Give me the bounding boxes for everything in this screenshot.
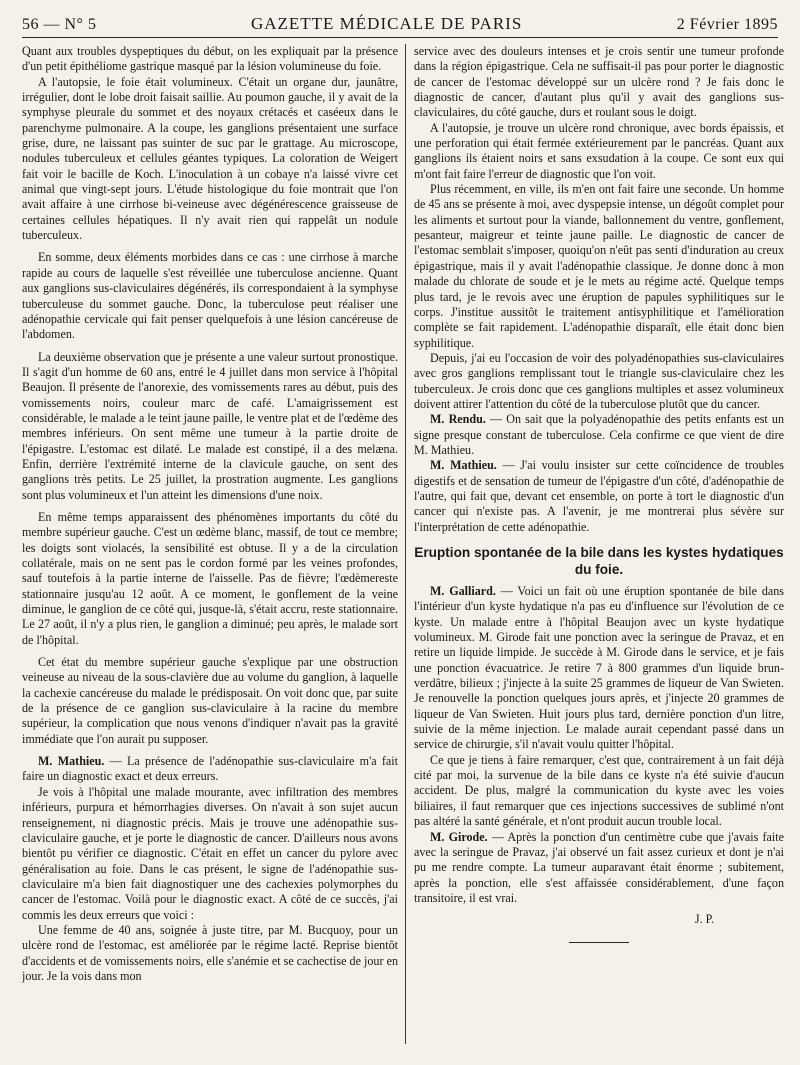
running-header [22,8,778,38]
paragraph [414,182,784,351]
paragraph [22,785,398,923]
paragraph-text: Plus récemment, en ville, ils m'en ont fait faire une seconde. Un homme de 45 ans se présente à moi, avec dyspepsie intense, un dégoût complet pour les aliments et surtout pour la viande, ballonnement du ventre, gonflement, pesanteur, maigreur et teinte jaune paille. Le diagnostic de cancer de l'estomac semblait s'imposer, quoiqu'on n'eût pas senti d'induration au creux épigastrique, mais il y avait l'adénopathie classique. Je donne donc à mon malade du chlorate de soude et je le mets au régime acté. Quelque temps plus tard, je le revois avec une éruption de papules syphilitiques sur le corps. J'institue aussitôt le traitement antisyphilitique et l'amélioration complète se fait rapidement. L'adénopathie disparaît, elle était donc bien syphilitique. [414,182,784,350]
paragraph [22,655,398,747]
paragraph-text: — Après la ponction d'un centimètre cube que j'avais faite avec la seringue de Pravaz, j'ai observé un fait assez curieux et dont je n'ai pu me rendre compte. La tumeur auparavant était énorme ; subitement, après la ponction, elle s'est affaissée considérablement, d'une façon transitoire, il est vrai. [414,829,784,905]
paragraph [22,250,398,342]
paragraph [414,753,784,830]
paragraph [22,510,398,648]
paragraph-text: La deuxième observation que je présente a une valeur surtout pronostique. Il s'agit d'un homme de 60 ans, entré le 4 juillet dans mon service à l'hôpital Beaujon. Il présente de l'anorexie, des vomissements rares au début, puis des vomissements noirs, couleur marc de café. L'amaigrissement est considérable, le malade a le teint jaune paille, le ventre plat et de l'œdème des membres inférieurs. On sent même une tumeur à la partie droite de l'épigastre. L'estomac est dilaté. Le malade est constipé, il a des melæna. Enfin, derrière l'extrémité interne de la clavicule gauche, on sent des ganglions très petits. Le 25 juillet, la prostration augmente. Les ganglions sont plus volumineux et l'un atteint les dimensions d'une noix. [22,349,398,502]
end-rule [569,942,629,943]
paragraph-text: Cet état du membre supérieur gauche s'explique par une obstruction veineuse au niveau de la sous-clavière due au volume du ganglion, à laquelle la cachexie cancéreuse du malade le prédisposait. On voit donc que, par suite de la présence de ce ganglion sus-claviculaire à la racine du membre supérieur, la complication que nous venons d'indiquer n'avait pas la gravité immédiate que l'on aurait pu supposer. [22,655,398,746]
paragraph [414,121,784,182]
paragraph [22,923,398,984]
paragraph [22,754,398,785]
paragraph [414,412,784,458]
speaker-name: M. Mathieu. [430,458,497,473]
paragraph [414,44,784,121]
speaker-name: M. Mathieu. [38,754,105,769]
right-column [414,44,784,1054]
left-column [22,44,398,1054]
paragraph-text: Quant aux troubles dyspeptiques du début, on les expliquait par la présence d'un petit épithéliome gastrique masqué par la lésion volumineuse du foie. [22,44,398,74]
paragraph-text: — La présence de l'adénopathie sus-claviculaire m'a fait faire un diagnostic exact et deux erreurs. [22,754,398,784]
speaker-name: M. Rendu. [430,412,486,427]
paragraph [22,75,398,244]
column-divider [405,44,406,1044]
paragraph-text: En somme, deux éléments morbides dans ce cas : une cirrhose à marche rapide au cours de laquelle s'est réveillée une tuberculose ancienne. Quant aux ganglions sus-claviculaires dégénérés, ils correspondaient à la symphyse tuberculeuse du sommet gauche. Donc, la tuberculose peut réaliser une adénopathie cervicale qui fait penser quelquefois à une lésion cancéreuse de l'abdomen. [22,250,398,342]
speaker-name: M. Galliard. [430,584,496,598]
paragraph-text: — J'ai voulu insister sur cette coïncidence de troubles digestifs et de sensation de tumeur de l'épigastre d'un côté, d'adénopathie de l'autre, qui fait que, devant cet ensemble, on porte à tort le diagnostic d'un cancer qui n'existe pas. A l'avenir, je me montrerai plus sévère sur l'interprétation de cette adénopathie. [414,458,784,534]
paragraph [22,350,398,503]
paragraph-text: — Voici un fait où une éruption spontanée de bile dans l'intérieur d'un kyste hydatique n'a pas eu d'influence sur l'évolution de ce kyste. Un malade entre à l'hôpital Beaujon avec un kyste hydatique volumineux. M. Girode fait une ponction avec la seringue de Pravaz, et en retire un liquide limpide. Je succède à M. Girode dans le service, et je fais une ponction évacuatrice. Je retire 7 à 800 grammes d'un liquide brun-verdâtre, bilieux ; j'injecte à la suite 25 grammes de liqueur de Van Swieten. Je renouvelle la ponction quelques jours après, et j'injecte 20 grammes de liqueur de Van Swieten. Huit jours plus tard, dernière ponction d'un litre, suivie de la même injection. Le malade aurait cependant passé dans un service de chirurgie, s'il n'avait voulu quitter l'hôpital. [414,584,784,752]
paragraph-text: Une femme de 40 ans, soignée à juste titre, par M. Bucquoy, pour un ulcère rond de l'estomac, est améliorée par le régime lacté. Reprise bientôt d'accidents et de vomissements noirs, elle s'anémie et se cachectise de jour en jour. Je la vois dans mon [22,922,398,983]
issue-date: 2 Février 1895 [676,16,778,33]
paragraph [414,351,784,412]
page-number: 56 — N° 5 [22,16,97,33]
paragraph [414,458,784,535]
paragraph-text: Depuis, j'ai eu l'occasion de voir des polyadénopathies sus-claviculaires avec gros ganglions remplissant tout le triangle sus-claviculaire chez les tuberculeux. Je crois donc que ces ganglions multiples et assez volumineux doivent attirer l'attention du côté de la tuberculose plutôt que du cancer. [414,350,784,411]
paragraph-text: A l'autopsie, je trouve un ulcère rond chronique, avec bords épaissis, et une perforation qui était fermée extérieurement par le pancréas. Quant aux ganglions ils étaient noirs et sans exsudation à la coupe. Ce sont eux qui m'ont fait faire l'erreur de diagnostic que l'on voit. [414,120,784,181]
signature: J. P. [694,912,714,927]
speaker-name: M. Girode. [430,829,488,844]
paragraph [22,44,398,75]
paragraph-text: service avec des douleurs intenses et je crois sentir une tumeur profonde dans la région épigastrique. Cela ne suffisait-il pas pour porter le diagnostic de cancer de l'estomac développé sur un ulcère rond ? Je fais donc le diagnostic de cancer, d'autant plus qu'il y avait des ganglions sus-claviculaires, du côté gauche, durs et roulant sous le doigt. [414,44,784,120]
section-title: Eruption spontanée de la bile dans les kystes hydatiques du foie. [414,545,784,577]
paragraph [414,584,784,753]
journal-title: GAZETTE MÉDICALE DE PARIS [250,14,523,33]
paragraph [414,830,784,907]
paragraph-text: En même temps apparaissent des phénomènes importants du côté du membre supérieur gauche. C'est un œdème blanc, massif, de tout ce membre; les doigts sont violacés, la sensibilité est obtuse. Il y a de la circulation collatérale, mais on ne sent pas le cordon formé par les veines profondes, sauf toutefois à la partie interne de l'aisselle. Pas de fièvre; l'œdèmereste stationnaire jusqu'au 12 août. A ce moment, le gonflement de la veine diminue, le ganglion de ce côté qui, jusque-là, s'était accru, reste stationnaire. Le 27 août, il n'y a plus rien, le ganglion a diminué; peu après, le malade sort de l'hôpital. [22,509,398,647]
paragraph-text: — On sait que la polyadénopathie des petits enfants est un signe presque constant de tuberculose. Cela confirme ce que vient de dire M. Mathieu. [414,412,784,457]
paragraph-text: A l'autopsie, le foie était volumineux. C'était un organe dur, jaunâtre, irrégulier, dont le lobe droit faisait saillie. Au poumon gauche, il y avait de la symphyse pleurale du sommet et des noyaux crétacés et caséeux dans le parenchyme pulmonaire. A la coupe, les ganglions présentaient une surface grise, dure, ne laissant pas suinter de suc par le grattage. Au microscope, nodules tuberculeux et cellules géantes typiques. La coloration de Weigert fait voir le bacille de Koch. L'inoculation à un cobaye n'a laissé vivre cet animal que vingt-sept jours. L'étude histologique du foie montrait que l'on avait affaire à une cirrhose bi-veineuse avec dégénérescence graisseuse de certaines cellules hépatiques. Il n'y avait rien qui rappelât un nodule tuberculeux. [22,74,398,243]
paragraph-text: Ce que je tiens à faire remarquer, c'est que, contrairement à un fait déjà cité par moi, la survenue de la bile dans ce kyste n'a été suivie d'aucun accident. De plus, malgré la communication du kyste avec les voies biliaires, il faut remarquer que ces injections successives de sublimé n'ont pas altéré la santé générale, et n'ont produit aucun trouble local. [414,752,784,829]
paragraph-text: Je vois à l'hôpital une malade mourante, avec infiltration des membres inférieurs, purpura et hémorrhagies diverses. On n'avait à son sujet aucun renseignement, ni diagnostic précis. Mais je trouve une adénopathie sus-claviculaire gauche, et je porte le diagnostic de cancer. D'ailleurs nous avons bientôt pu vérifier ce diagnostic. C'était en effet un cancer du pylore avec généralisation au foie. Dans le cas présent, le signe de l'adénopathie sus-claviculaire m'a bien fait diagnostiquer une des cachexies polymorphes du cancer de l'estomac. Voilà pour le diagnostic exact. A côté de ce succès, j'ai commis les deux erreurs que voici : [22,784,398,922]
